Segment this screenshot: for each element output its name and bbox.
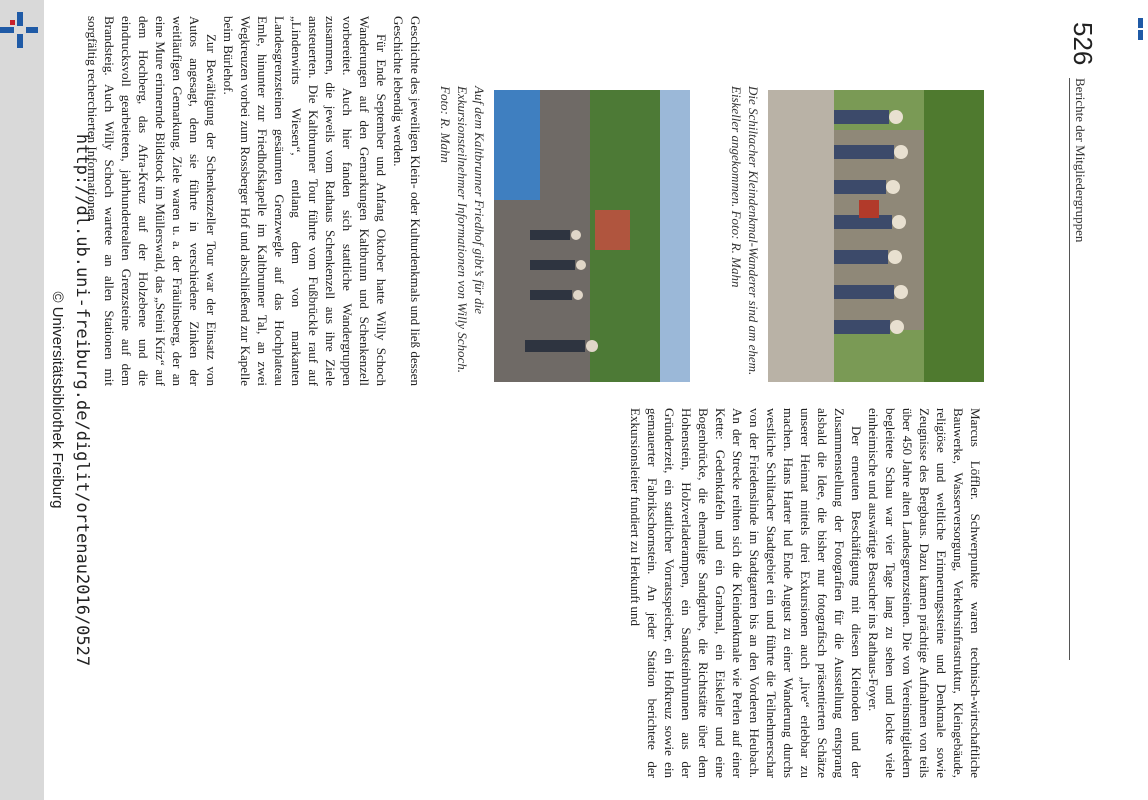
photo-kaltbrunn-cemetery [494, 90, 690, 382]
copyright-notice: © Universitätsbibliothek Freiburg [49, 291, 66, 509]
photo-caption: Die Schiltacher Kleindenkmal-Wanderer sind am ehem. Eiskeller angekommen. Foto: R. Mahn [729, 86, 761, 376]
library-logo-edge-icon [1136, 18, 1148, 40]
paragraph: Zur Bewältigung der Schenkenzeller Tour war der Einsatz von Autos angesagt, denn sie führte in verschiedene Zinken der weitläufigen Gemarkung. Ziele waren u. a. der Fräulinsberg, der an eine Mure erinnernde Bildstock im Müllerswald, das „Steini Kriz“ auf dem Hochberg, das Afra-Kreuz auf der Holzebene und die eindrucksvoll gearbeiteten, jahrhundertealten Grenzsteine auf dem Brandsteig. Auch Willy Schoch wartete an allen Stationen mit sorgfältig recherchierten Informationen [85, 16, 219, 386]
header-rule [1069, 78, 1070, 660]
paragraph: Der erneuten Beschäftigung mit diesen Kleinoden und der Zusammenstellung der Fotografien für die Ausstellung entsprang alsbald die Idee, die bisher nur fotografisch präsentierten Schätze unserer Heimat mittels drei Exkursionen auch „live“ erlebbar zu machen. Hans Harter lud Ende August zu einer Wanderung durchs westliche Schiltacher Stadtgebiet ein und führte die Teilnehmerschar von der Friedenslinde im Stadtgarten bis an den Vorderen Heubach. An der Strecke reihten sich die Kleindenkmale wie Perlen auf einer Kette: Gedenktafeln und ein Grabmal, ein Eiskeller und eine Bogenbrücke, die ehemalige Sandgrube, die Richtstätte über dem Hohenstein, Holzverladerampen, ein Sandsteinbrunnen aus der Gründerzeit, ein stattlicher Vorratsspeicher, ein Hofkreuz sowie ein gemauerter Fabrikschornstein. An jeder Station berichtete der Exkursionsleiter fundiert zu Herkunft und [628, 408, 864, 778]
text-column-left [84, 16, 424, 386]
text-column-right [627, 408, 984, 778]
scanned-page [44, 0, 1104, 800]
paragraph: Für Ende September und Anfang Oktober hatte Willy Schoch Wanderungen auf den Gemarkungen Kaltbrunn und Schenkenzell vorbereitet. Auch hier fanden sich stattliche Wandergruppen zusammen, die jeweils vom Rathaus Schenkenzell aus ihre Ziele ansteuerten. Die Kaltbrunner Tour führte vom Fußbrückle rauf auf „Lindenwirts Wiesen“, entlang dem von markanten Landesgrenzsteinen gesäumten Grenzwegle auf das Hochplateau Emle, hinunter zur Friedhofskapelle im Kaltbrunner Tal, an zwei Wegkreuzen vorbei zum Rossberger Hof und abschließend zur Kapelle beim Bürlehof. [221, 16, 389, 386]
paragraph: Marcus Löffler. Schwerpunkte waren technisch-wirtschaftliche Bauwerke, Wasserversorgung, Verkehrsinfrastruktur, Kleingebäude, religiöse und weltliche Erinnerungssteine und Denkmale sowie Zeugnisse des Bergbaus. Dazu kamen prächtige Aufnahmen von teils über 450 Jahre alten Landesgrenzsteinen. Die von Vereinsmitgliedern begleitete Schau war vier Tage lang zu sehen und lockte viele einheimische und auswärtige Besucher ins Rathaus-Foyer. [866, 408, 983, 778]
source-url[interactable]: http://dl.ub.uni-freiburg.de/diglit/ortenau2016/0527 [72, 133, 92, 667]
page-number: 526 [1068, 22, 1098, 66]
photo-eiskeller-hikers [768, 90, 984, 382]
photo-caption: Auf dem Kaltbrunner Friedhof gibt’s für die Exkursionsteilnehmer Informationen von Willy Schoch. Foto: R. Mahn [438, 86, 487, 374]
library-logo-icon [0, 10, 40, 50]
running-head: Berichte der Mitgliedergruppen [1073, 78, 1088, 243]
viewer-sidebar [0, 0, 44, 800]
paragraph: Geschichte des jeweiligen Klein- oder Kulturdenkmals und ließ dessen Geschichte lebendig werden. [391, 16, 423, 386]
